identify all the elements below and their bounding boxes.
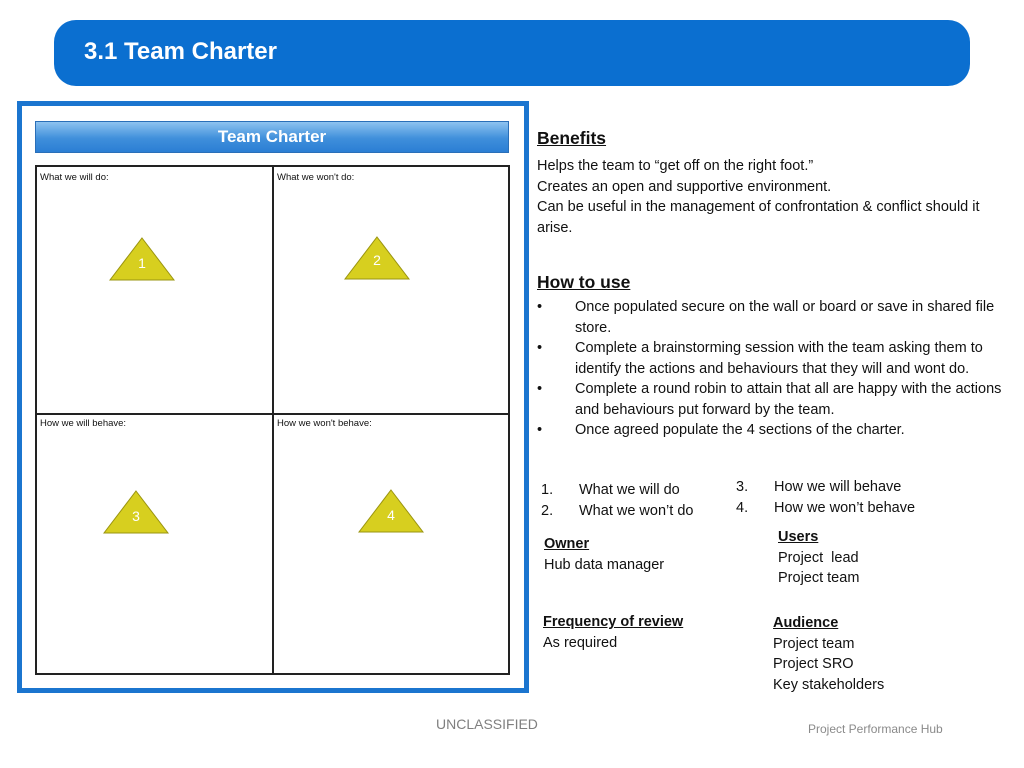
marker-number: 2: [373, 252, 381, 268]
benefits-heading: Benefits: [537, 128, 607, 148]
users-block: [778, 527, 859, 589]
title-bar: [54, 20, 970, 86]
audience-heading: Audience: [773, 615, 839, 631]
bullet-icon: •: [537, 340, 543, 356]
audience-value: Project team: [773, 635, 855, 652]
quadrant-marker-2: [344, 236, 410, 280]
how-to-use-section: [537, 272, 1007, 293]
quadrant-marker-1: [109, 237, 175, 281]
bullet-icon: •: [537, 299, 543, 315]
team-charter-figure: [17, 101, 529, 693]
bullet-icon: •: [537, 422, 543, 438]
how-to-use-list: [537, 297, 1007, 441]
marker-number: 3: [132, 508, 140, 524]
list-item: • Complete a round robin to attain that all are happy with the actions and behaviours put forward by the team.: [537, 381, 1002, 418]
footer-hub-label: Project Performance Hub: [808, 722, 943, 736]
users-value: Project lead: [778, 549, 859, 566]
benefit-line: Creates an open and supportive environment.: [537, 178, 832, 195]
audience-value: Key stakeholders: [773, 676, 885, 693]
frequency-block: [543, 612, 683, 653]
list-item: • Once populated secure on the wall or board or save in shared file store.: [537, 299, 995, 336]
sections-list-right: [736, 477, 976, 518]
charter-header: Team Charter: [35, 121, 509, 153]
benefit-line: Can be useful in the management of confrontation & conflict should it arise.: [537, 199, 980, 236]
audience-value: Project SRO: [773, 656, 854, 672]
list-item: 2. What we won’t do: [541, 502, 694, 519]
list-item: • Complete a brainstorming session with the team asking them to identify the actions and behaviours that they will and wont do.: [537, 340, 983, 377]
list-item: 1. What we will do: [541, 482, 680, 498]
grid-divider-horizontal: [37, 413, 508, 415]
benefit-line: Helps the team to “get off on the right foot.”: [537, 158, 814, 174]
charter-grid: [35, 165, 510, 675]
list-item: 3. How we will behave: [736, 479, 902, 495]
list-item: • Once agreed populate the 4 sections of the charter.: [537, 420, 1007, 441]
audience-block: [773, 613, 884, 695]
bullet-icon: •: [537, 381, 543, 397]
quadrant-label-will-do: What we will do:: [40, 172, 109, 183]
classification-label: UNCLASSIFIED: [436, 716, 538, 732]
owner-block: [544, 534, 664, 575]
users-heading: Users: [778, 529, 819, 545]
how-to-use-heading: How to use: [537, 272, 631, 292]
frequency-value: As required: [543, 634, 618, 651]
users-value: Project team: [778, 570, 860, 586]
grid-divider-vertical: [272, 167, 274, 673]
quadrant-label-wont-behave: How we won't behave:: [277, 418, 372, 429]
quadrant-marker-3: [103, 490, 169, 534]
benefits-text: [537, 156, 1007, 238]
owner-value: Hub data manager: [544, 556, 665, 573]
slide-title: 3.1 Team Charter: [84, 38, 277, 65]
frequency-heading: Frequency of review: [543, 614, 684, 630]
quadrant-label-wont-do: What we won't do:: [277, 172, 355, 183]
marker-number: 1: [138, 255, 146, 271]
list-item: 4. How we won’t behave: [736, 499, 916, 516]
benefits-section: [537, 128, 1007, 149]
marker-number: 4: [387, 507, 395, 523]
quadrant-marker-4: [358, 489, 424, 533]
sections-list-left: [541, 480, 731, 521]
quadrant-label-will-behave: How we will behave:: [40, 418, 127, 429]
owner-heading: Owner: [544, 536, 590, 552]
